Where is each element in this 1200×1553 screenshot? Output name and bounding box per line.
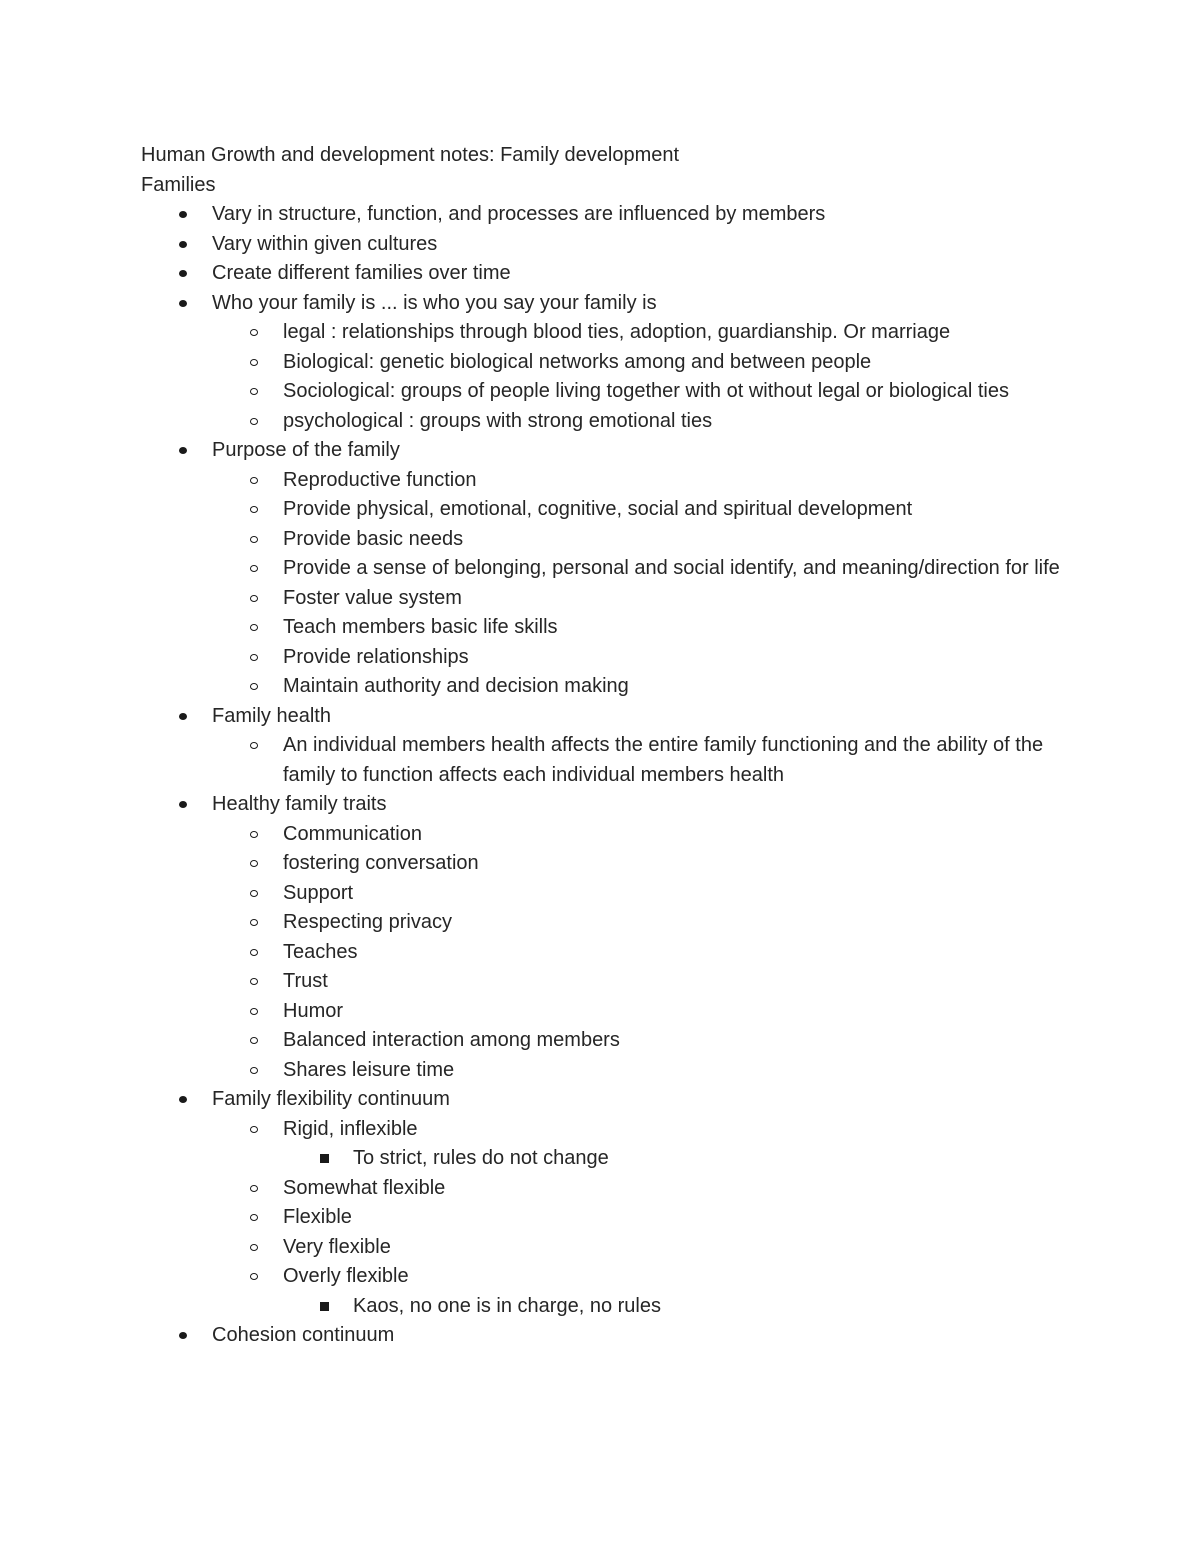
circle-bullet-icon <box>246 318 262 348</box>
list-item-text: Flexible <box>283 1206 352 1228</box>
list-item-text: Very flexible <box>283 1235 391 1258</box>
list-item-text: Overly flexible <box>283 1265 409 1287</box>
disc-bullet-icon <box>175 436 191 466</box>
list-item <box>141 1174 1071 1204</box>
circle-bullet-icon <box>246 377 262 407</box>
list-item-text: Shares leisure time <box>283 1058 455 1081</box>
list-item-text: Family health <box>212 704 331 727</box>
list-item <box>141 643 1071 673</box>
list-item <box>141 200 1071 230</box>
list-item-text: fostering conversation <box>283 852 479 874</box>
list-item <box>141 584 1071 614</box>
list-item <box>141 820 1071 850</box>
list-item <box>141 613 1071 643</box>
circle-bullet-icon <box>246 1203 262 1233</box>
circle-bullet-icon <box>246 525 262 555</box>
disc-bullet-icon <box>175 289 191 319</box>
square-bullet-icon <box>316 1144 332 1174</box>
list-item-text: Support <box>283 881 354 904</box>
list-item <box>141 554 1071 584</box>
circle-bullet-icon <box>246 1115 262 1145</box>
circle-bullet-icon <box>246 584 262 614</box>
list-item-text: Foster value system <box>283 586 462 609</box>
circle-bullet-icon <box>246 820 262 850</box>
list-item-text: legal : relationships through blood ties, adoption, guardianship. Or marriage <box>283 321 951 343</box>
list-item <box>141 702 1071 732</box>
list-item-text: Reproductive function <box>283 468 477 491</box>
circle-bullet-icon <box>246 938 262 968</box>
notes-list <box>141 200 1071 1351</box>
list-item <box>141 289 1071 319</box>
list-item <box>141 495 1071 525</box>
circle-bullet-icon <box>246 466 262 496</box>
list-item-text: Rigid, inflexible <box>283 1117 418 1140</box>
list-item-text: Somewhat flexible <box>283 1176 446 1199</box>
list-item-text: Vary within given cultures <box>212 232 438 255</box>
list-item <box>141 466 1071 496</box>
list-item-text: Family flexibility continuum <box>212 1088 450 1110</box>
disc-bullet-icon <box>175 230 191 260</box>
list-item-text: Balanced interaction among members <box>283 1029 620 1051</box>
list-item-text: Trust <box>283 970 328 992</box>
list-item <box>141 1056 1071 1086</box>
list-item <box>141 377 1071 407</box>
circle-bullet-icon <box>246 643 262 673</box>
list-item <box>141 436 1071 466</box>
list-item-text: Purpose of the family <box>212 439 400 461</box>
list-item <box>141 1292 1071 1322</box>
circle-bullet-icon <box>246 495 262 525</box>
list-item <box>141 908 1071 938</box>
circle-bullet-icon <box>246 613 262 643</box>
circle-bullet-icon <box>246 849 262 879</box>
list-item-text: Vary in structure, function, and processes are influenced by members <box>212 203 826 225</box>
list-item <box>141 1026 1071 1056</box>
circle-bullet-icon <box>246 672 262 702</box>
circle-bullet-icon <box>246 1233 262 1263</box>
list-item-text: Kaos, no one is in charge, no rules <box>353 1294 661 1317</box>
list-item-text: Humor <box>283 999 344 1022</box>
list-item-text: To strict, rules do not change <box>353 1147 609 1169</box>
list-item-text: Provide a sense of belonging, personal and social identify, and meaning/direction for life <box>283 557 1060 579</box>
circle-bullet-icon <box>246 407 262 437</box>
circle-bullet-icon <box>246 1026 262 1056</box>
list-item <box>141 1233 1071 1263</box>
list-item <box>141 938 1071 968</box>
list-item <box>141 1203 1071 1233</box>
list-item <box>141 1115 1071 1145</box>
list-item <box>141 1321 1071 1351</box>
list-item <box>141 348 1071 378</box>
list-item <box>141 230 1071 260</box>
disc-bullet-icon <box>175 1085 191 1115</box>
list-item-text: Provide basic needs <box>283 527 464 550</box>
list-item-text: Healthy family traits <box>212 793 387 815</box>
circle-bullet-icon <box>246 908 262 938</box>
list-item <box>141 879 1071 909</box>
circle-bullet-icon <box>246 967 262 997</box>
list-item-text: psychological : groups with strong emotional ties <box>283 409 713 432</box>
square-bullet-icon <box>316 1292 332 1322</box>
list-item <box>141 997 1071 1027</box>
circle-bullet-icon <box>246 1262 262 1292</box>
circle-bullet-icon <box>246 1174 262 1204</box>
circle-bullet-icon <box>246 731 262 761</box>
list-item <box>141 967 1071 997</box>
list-item <box>141 1085 1071 1115</box>
list-item <box>141 790 1071 820</box>
list-item <box>141 407 1071 437</box>
circle-bullet-icon <box>246 879 262 909</box>
document-body <box>141 141 1071 1351</box>
list-item-text: Provide relationships <box>283 645 469 668</box>
list-item <box>141 525 1071 555</box>
list-item <box>141 849 1071 879</box>
list-item-text: Create different families over time <box>212 262 511 284</box>
list-item <box>141 731 1071 790</box>
disc-bullet-icon <box>175 790 191 820</box>
document-title: Human Growth and development notes: Family development <box>141 144 680 166</box>
disc-bullet-icon <box>175 259 191 289</box>
list-item <box>141 259 1071 289</box>
circle-bullet-icon <box>246 1056 262 1086</box>
list-item-text: Communication <box>283 822 422 845</box>
disc-bullet-icon <box>175 1321 191 1351</box>
list-item <box>141 1262 1071 1292</box>
list-item <box>141 1144 1071 1174</box>
list-item-text: Teach members basic life skills <box>283 616 558 638</box>
section-heading: Families <box>141 173 216 196</box>
circle-bullet-icon <box>246 554 262 584</box>
circle-bullet-icon <box>246 348 262 378</box>
list-item-text: Who your family is ... is who you say your family is <box>212 291 657 314</box>
list-item-text: Teaches <box>283 940 358 963</box>
list-item <box>141 672 1071 702</box>
list-item <box>141 318 1071 348</box>
disc-bullet-icon <box>175 200 191 230</box>
list-item-text: Provide physical, emotional, cognitive, social and spiritual development <box>283 498 913 520</box>
list-item-text: Maintain authority and decision making <box>283 675 629 697</box>
list-item-text: Biological: genetic biological networks among and between people <box>283 350 872 373</box>
circle-bullet-icon <box>246 997 262 1027</box>
disc-bullet-icon <box>175 702 191 732</box>
list-item-text: Respecting privacy <box>283 911 452 933</box>
list-item-text: Cohesion continuum <box>212 1324 395 1346</box>
list-item-text: Sociological: groups of people living together with ot without legal or biological ties <box>283 380 1009 402</box>
list-item-text: An individual members health affects the entire family functioning and the ability of the family to function affects each individual members health <box>283 734 1044 786</box>
